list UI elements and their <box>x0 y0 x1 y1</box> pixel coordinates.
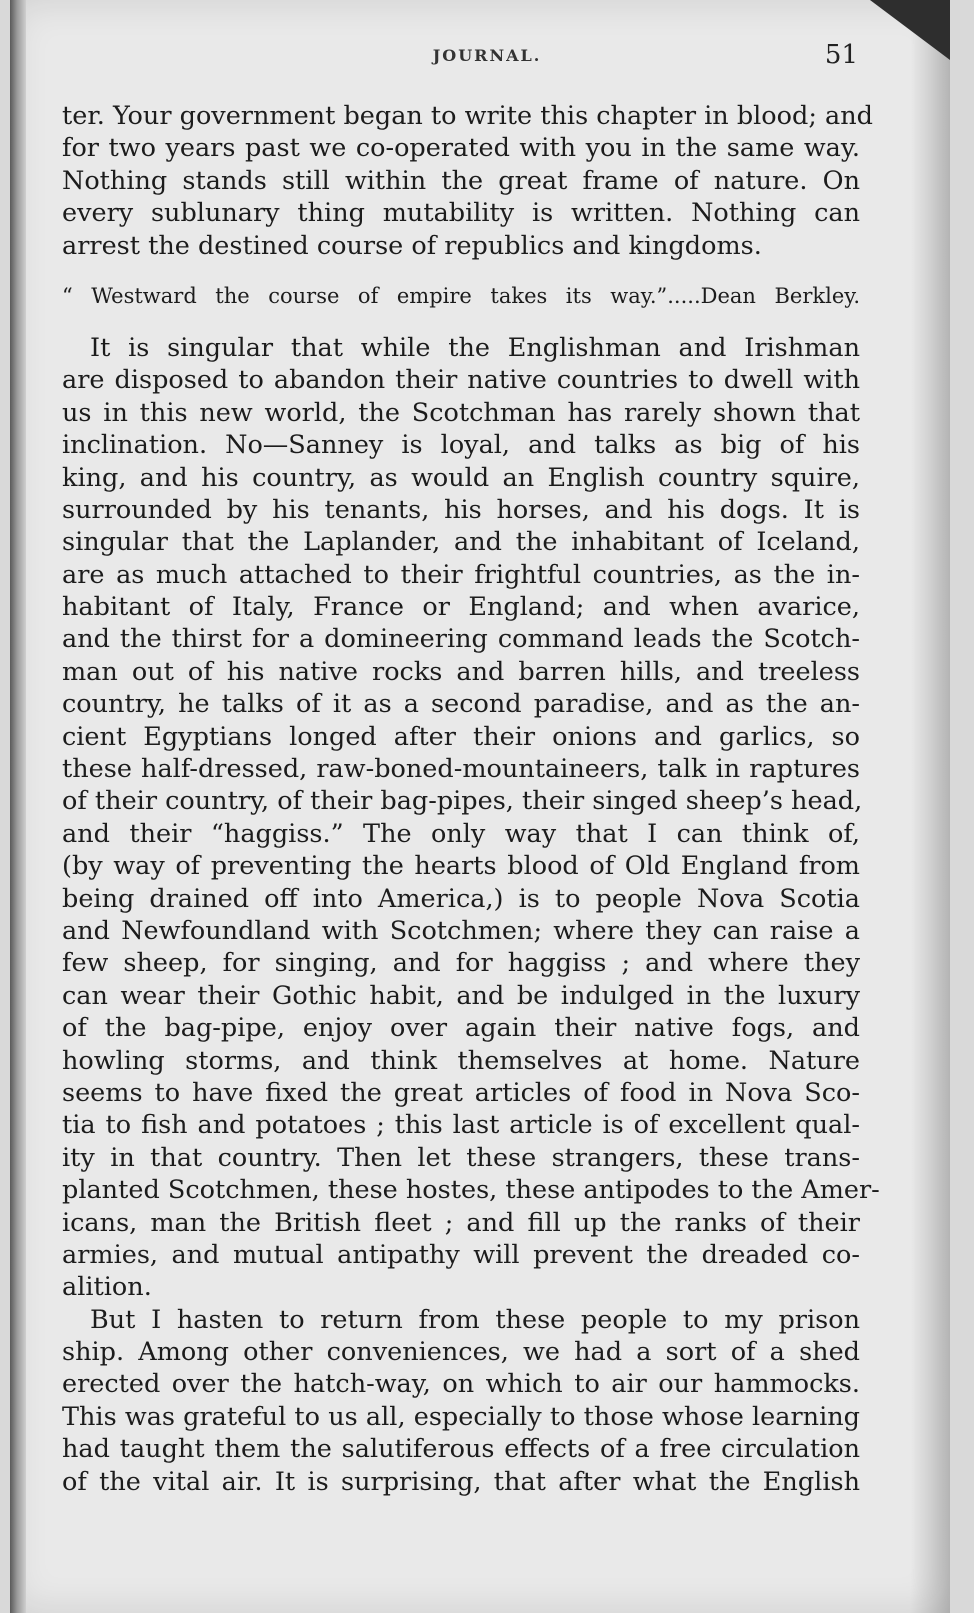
running-head: JOURNAL. <box>432 46 542 65</box>
paragraph <box>62 332 880 1304</box>
text-line: being drained off into America,) is to people Nova Scotia <box>62 883 860 914</box>
text-line: howling storms, and think themselves at home. Nature <box>62 1045 860 1076</box>
text-line: armies, and mutual antipathy will prevent the dreaded co- <box>62 1239 860 1270</box>
text-line: these half-dressed, raw-boned-mountaineers, talk in raptures <box>62 754 860 785</box>
text-line: But I hasten to return from these people to my prison <box>90 1304 860 1335</box>
text-line: for two years past we co-operated with you in the same way. <box>62 133 860 164</box>
text-line: ter. Your government began to write this chapter in blood; and <box>62 101 873 131</box>
quotation <box>62 280 860 312</box>
text-line: are as much attached to their frightful countries, as the in- <box>62 559 860 590</box>
text-line: erected over the hatch-way, on which to air our hammocks. <box>62 1369 860 1400</box>
text-line: ship. Among other conveniences, we had a sort of a shed <box>62 1337 860 1368</box>
text-line: cient Egyptians longed after their onions and garlics, so <box>62 721 860 752</box>
text-line: of the vital air. It is surprising, that after what the English <box>62 1466 860 1497</box>
text-line: alition. <box>62 1272 152 1303</box>
text-line: icans, man the British fleet ; and fill up the ranks of their <box>62 1207 860 1238</box>
paragraph <box>62 1304 860 1498</box>
text-line: and their “haggiss.” The only way that I can think of, <box>62 818 860 849</box>
text-line: of the bag-pipe, enjoy over again their native fogs, and <box>62 1013 860 1044</box>
text-line: It is singular that while the Englishman and Irishman <box>90 332 860 363</box>
text-line: ity in that country. Then let these strangers, these trans- <box>62 1142 860 1173</box>
text-line: tia to fish and potatoes ; this last article is of excellent qual- <box>62 1110 860 1141</box>
text-line: surrounded by his tenants, his horses, and his dogs. It is <box>62 494 860 525</box>
text-line: singular that the Laplander, and the inhabitant of Iceland, <box>62 527 860 558</box>
text-line: arrest the destined course of republics and kingdoms. <box>62 230 762 261</box>
text-line: (by way of preventing the hearts blood of Old England from <box>62 851 860 882</box>
page-number: 51 <box>824 40 858 70</box>
text-line: planted Scotchmen, these hostes, these antipodes to the Amer- <box>62 1175 880 1206</box>
text-line: few sheep, for singing, and for haggiss ; and where they <box>62 948 860 979</box>
text-line: king, and his country, as would an English country squire, <box>62 462 860 493</box>
text-line: man out of his native rocks and barren hills, and treeless <box>62 656 860 687</box>
body-text <box>62 100 880 1498</box>
text-line: us in this new world, the Scotchman has rarely shown that <box>62 397 860 428</box>
text-line: inclination. No—Sanney is loyal, and talks as big of his <box>62 430 860 461</box>
text-line: had taught them the salutiferous effects of a free circulation <box>62 1434 860 1465</box>
text-line: seems to have fixed the great articles of food in Nova Sco- <box>62 1077 860 1108</box>
text-line: Nothing stands still within the great frame of nature. On <box>62 165 860 196</box>
text-line: This was grateful to us all, especially to those whose learning <box>62 1401 860 1432</box>
page-header <box>0 40 974 80</box>
text-line: country, he talks of it as a second paradise, and as the an- <box>62 689 860 720</box>
text-line: habitant of Italy, France or England; and when avarice, <box>62 592 860 623</box>
page-gutter <box>10 0 26 1613</box>
quote-line: “ Westward the course of empire takes its way.”.....Dean Berkley. <box>62 283 860 308</box>
text-line: every sublunary thing mutability is written. Nothing can <box>62 198 860 229</box>
text-line: of their country, of their bag-pipes, their singed sheep’s head, <box>62 786 863 817</box>
paragraph <box>62 100 873 262</box>
page-edge-shadow <box>910 0 950 1613</box>
text-line: can wear their Gothic habit, and be indulged in the luxury <box>62 980 860 1011</box>
text-line: are disposed to abandon their native countries to dwell with <box>62 365 860 396</box>
text-line: and Newfoundland with Scotchmen; where they can raise a <box>62 915 860 946</box>
text-line: and the thirst for a domineering command leads the Scotch- <box>62 624 860 655</box>
